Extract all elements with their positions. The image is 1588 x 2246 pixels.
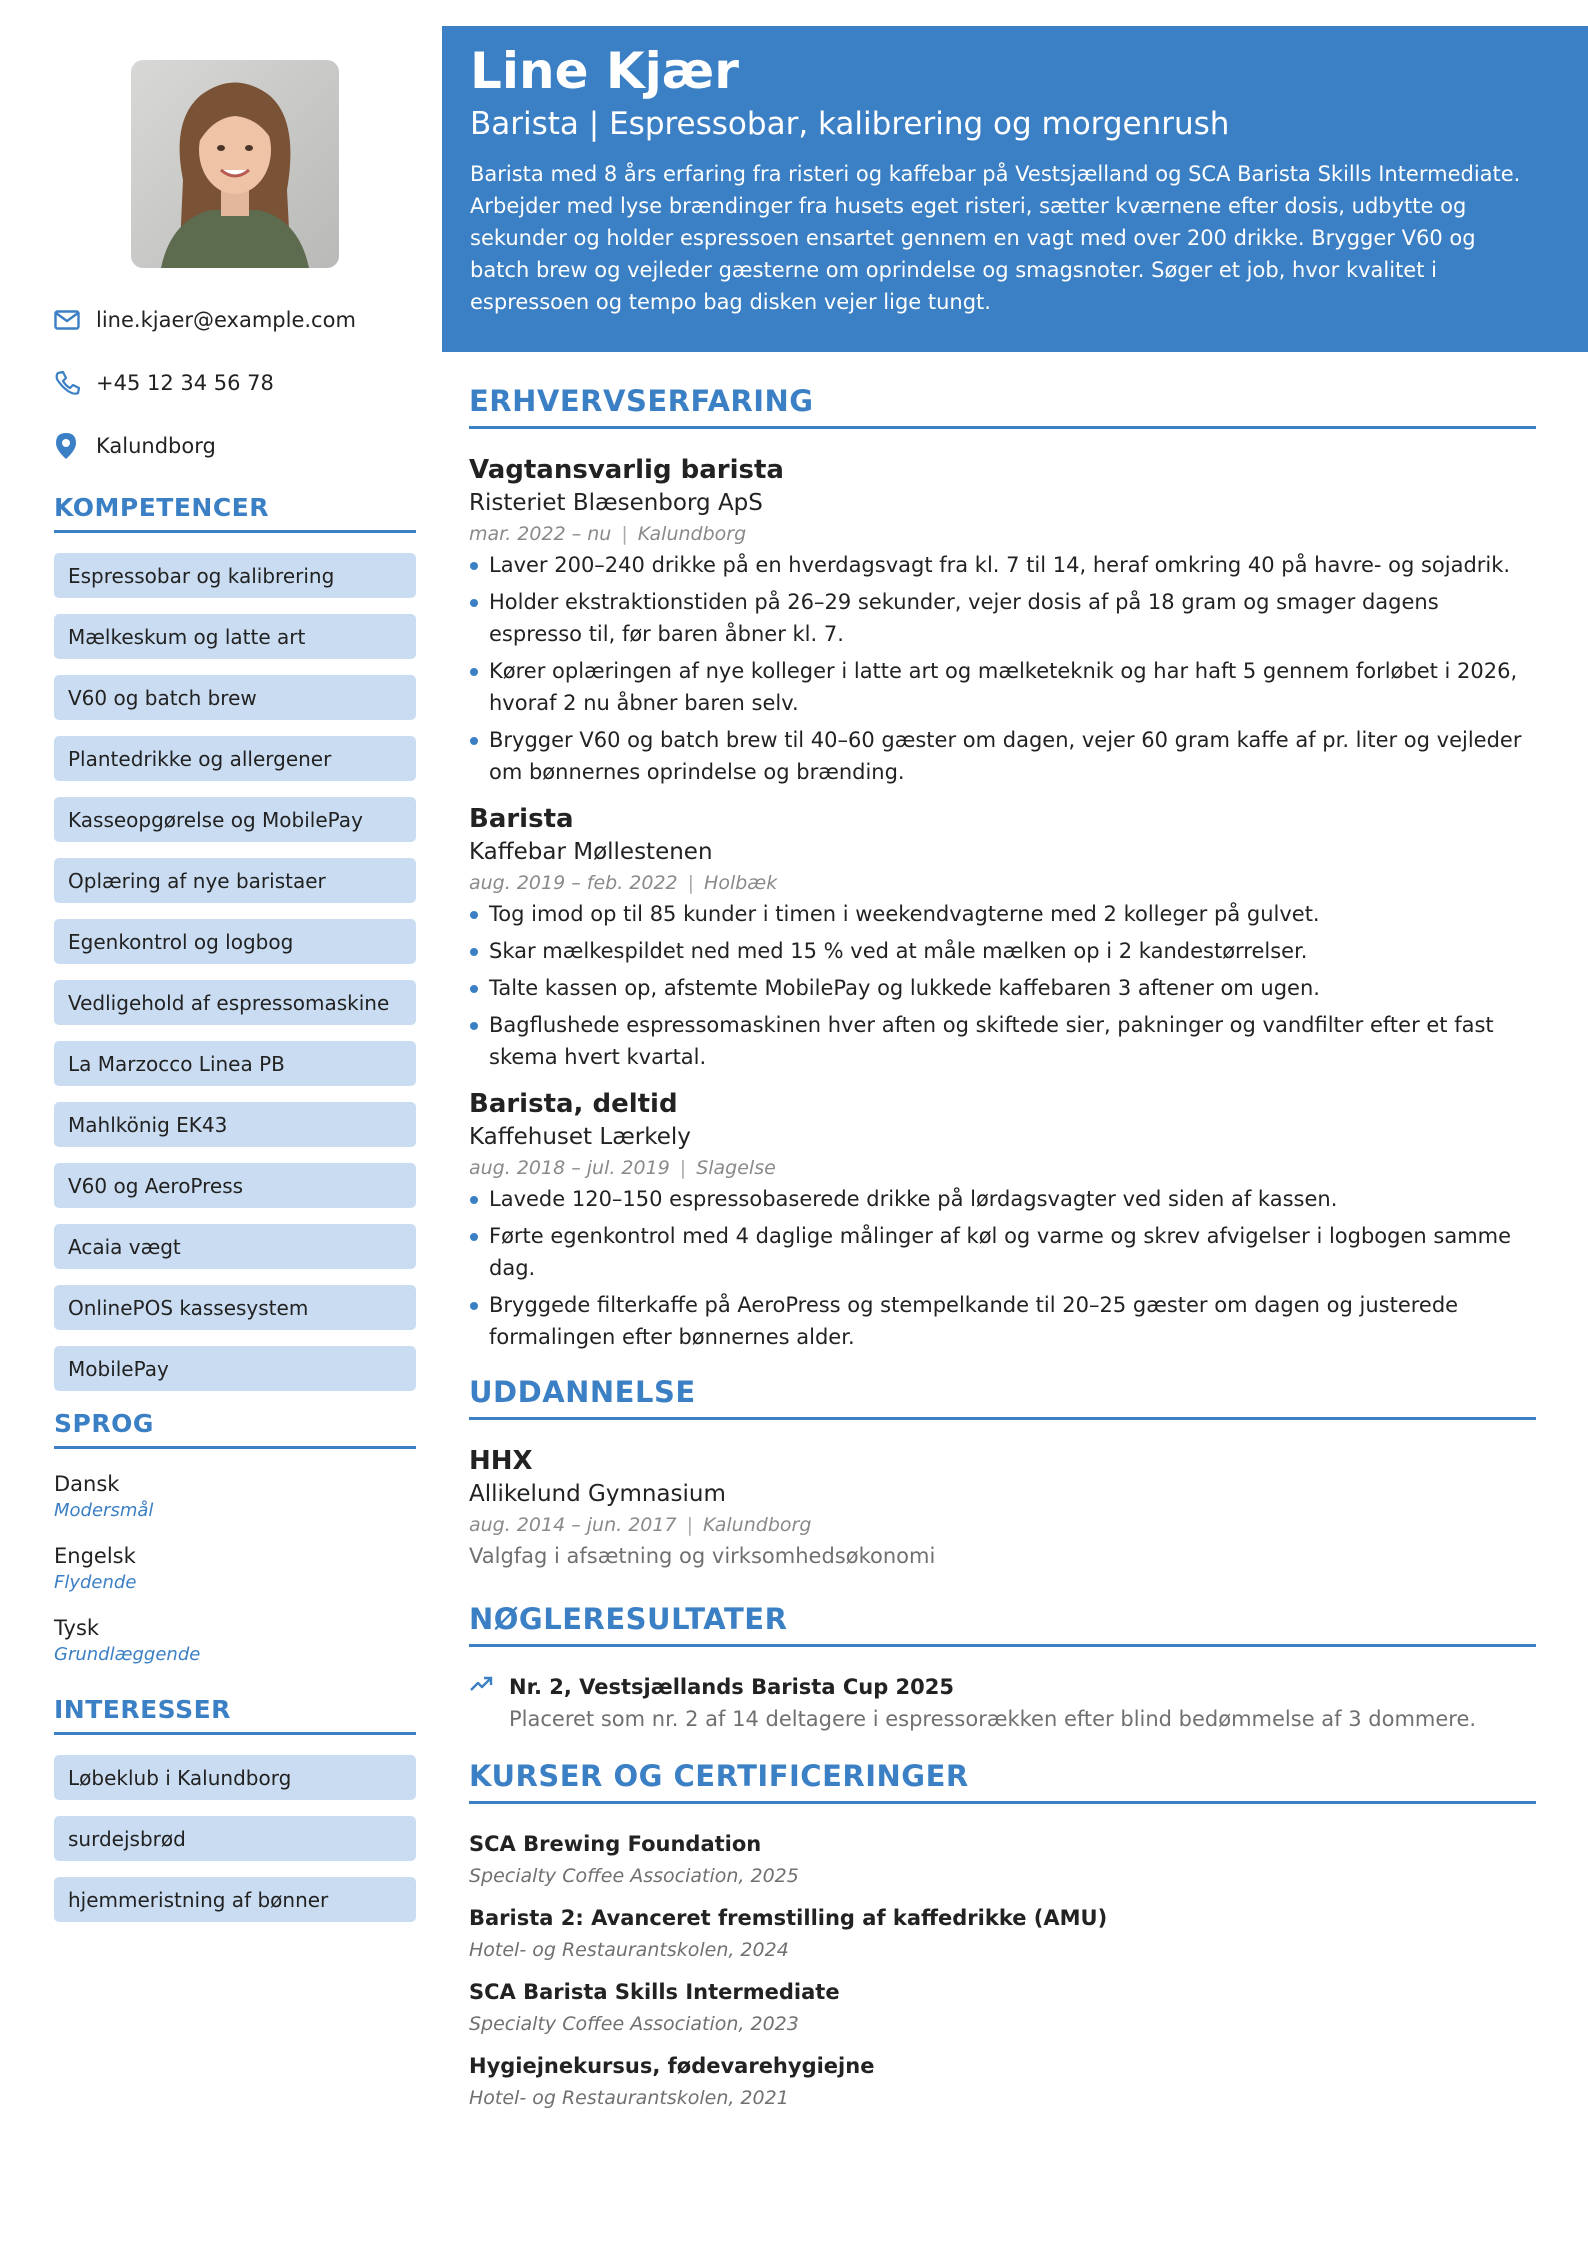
skills-list (54, 553, 416, 1391)
trending-up-icon (469, 1671, 509, 1735)
language-item (54, 1541, 416, 1595)
profile-photo (131, 60, 339, 268)
job-bullet: Lavede 120–150 espressobaserede drikke på lørdagsvagter ved siden af kassen. (469, 1183, 1536, 1215)
interests-section (54, 1695, 416, 1922)
education-school: Allikelund Gymnasium (469, 1481, 726, 1507)
job-title: Barista (469, 804, 574, 834)
job-location: Slagelse (696, 1157, 776, 1179)
meta-separator: | (686, 1514, 693, 1536)
result-item (469, 1671, 1536, 1735)
skill-chip: Oplæring af nye baristaer (54, 858, 416, 903)
result-title: Nr. 2, Vestsjællands Barista Cup 2025 (509, 1675, 954, 1699)
education-section (469, 1375, 1536, 1572)
courses-heading: KURSER OG CERTIFICERINGER (469, 1759, 1536, 1804)
job-bullet: Kører oplæringen af nye kolleger i latte art og mælketeknik og har haft 5 gennem forløbet i 2026, hvoraf 2 nu åbner baren selv. (469, 655, 1536, 719)
education-title: HHX (469, 1446, 533, 1476)
contact-location (54, 430, 416, 462)
interest-chip: surdejsbrød (54, 1816, 416, 1861)
job-dates: aug. 2019 – feb. 2022 (469, 872, 678, 894)
skill-chip: Mælkeskum og latte art (54, 614, 416, 659)
skill-chip: Plantedrikke og allergener (54, 736, 416, 781)
job-bullet: Holder ekstraktionstiden på 26–29 sekunder, vejer dosis af på 18 gram og smager dagens espresso til, før baren åbner kl. 7. (469, 586, 1536, 650)
language-level: Grundlæggende (54, 1644, 201, 1665)
job-bullets (469, 898, 1536, 1073)
skill-chip: MobilePay (54, 1346, 416, 1391)
course-item (469, 1828, 1536, 1892)
education-dates: aug. 2014 – jun. 2017 (469, 1514, 677, 1536)
job-bullets (469, 1183, 1536, 1353)
main-content (469, 384, 1536, 2124)
education-location: Kalundborg (702, 1514, 812, 1536)
job-meta (469, 519, 1536, 549)
language-name: Engelsk (54, 1544, 136, 1568)
skills-heading: KOMPETENCER (54, 493, 416, 533)
skill-chip: Egenkontrol og logbog (54, 919, 416, 964)
sidebar (54, 60, 416, 1938)
phone-icon (54, 368, 84, 398)
portrait-image (131, 60, 339, 268)
meta-separator: | (687, 872, 695, 894)
candidate-title: Barista | Espressobar, kalibrering og morgenrush (470, 106, 1230, 142)
location-pin-icon (54, 431, 84, 461)
skill-chip: Acaia vægt (54, 1224, 416, 1269)
course-org: Specialty Coffee Association, 2023 (469, 2013, 799, 2035)
experience-section (469, 384, 1536, 1353)
language-level: Flydende (54, 1572, 137, 1593)
job-bullet: Førte egenkontrol med 4 daglige målinger af køl og varme og skrev afvigelser i logbogen samme dag. (469, 1220, 1536, 1284)
phone-text: +45 12 34 56 78 (96, 371, 274, 395)
header-band (442, 26, 1588, 352)
skill-chip: Kasseopgørelse og MobilePay (54, 797, 416, 842)
job-bullet: Talte kassen op, afstemte MobilePay og lukkede kaffebaren 3 aftener om ugen. (469, 972, 1536, 1004)
job-bullet: Skar mælkespildet ned med 15 % ved at måle mælken op i 2 kandestørrelser. (469, 935, 1536, 967)
contact-email[interactable] (54, 304, 416, 336)
interest-chip: Løbeklub i Kalundborg (54, 1755, 416, 1800)
course-item (469, 2050, 1536, 2114)
job-company: Kaffehuset Lærkely (469, 1124, 691, 1150)
job-entry (469, 1087, 1536, 1353)
course-name: SCA Brewing Foundation (469, 1832, 762, 1856)
language-level: Modersmål (54, 1500, 154, 1521)
skill-chip: V60 og batch brew (54, 675, 416, 720)
education-meta (469, 1510, 1536, 1540)
course-item (469, 1976, 1536, 2040)
profile-summary: Barista med 8 års erfaring fra risteri og kaffebar på Vestsjælland og SCA Barista Skills Intermediate. Arbejder med lyse brændinger fra husets eget risteri, sætter kværnene efter dosis, udbytte og sekunder og holder espressoen ensartet gennem en vagt med over 200 drikke. Brygger V60 og batch brew og vejleder gæsterne om oprindelse og smagsnoter. Søger et job, hvor kvalitet i espressoen og tempo bag disken vejer lige tungt. (470, 162, 1521, 314)
course-name: Barista 2: Avanceret fremstilling af kaffedrikke (AMU) (469, 1906, 1108, 1930)
skill-chip: La Marzocco Linea PB (54, 1041, 416, 1086)
mail-icon (54, 305, 84, 335)
job-meta (469, 1153, 1536, 1183)
result-desc: Placeret som nr. 2 af 14 deltagere i espressorækken efter blind bedømmelse af 3 dommere. (509, 1707, 1477, 1731)
contact-phone[interactable] (54, 367, 416, 399)
courses-section (469, 1759, 1536, 2114)
job-entry (469, 802, 1536, 1073)
languages-section (54, 1409, 416, 1667)
job-dates: mar. 2022 – nu (469, 523, 612, 545)
course-name: Hygiejnekursus, fødevarehygiejne (469, 2054, 875, 2078)
skill-chip: V60 og AeroPress (54, 1163, 416, 1208)
language-item (54, 1613, 416, 1667)
job-company: Risteriet Blæsenborg ApS (469, 490, 763, 516)
result-body (509, 1671, 1476, 1735)
job-bullet: Brygger V60 og batch brew til 40–60 gæster om dagen, vejer 60 gram kaffe af pr. liter og vejleder om bønnernes oprindelse og brænding. (469, 724, 1536, 788)
education-note: Valgfag i afsætning og virksomhedsøkonomi (469, 1544, 936, 1568)
course-name: SCA Barista Skills Intermediate (469, 1980, 840, 2004)
interests-heading: INTERESSER (54, 1695, 416, 1735)
skills-section (54, 493, 416, 1391)
candidate-name: Line Kjær (470, 42, 739, 100)
location-text: Kalundborg (96, 434, 216, 458)
results-heading: NØGLERESULTATER (469, 1602, 1536, 1647)
languages-heading: SPROG (54, 1409, 416, 1449)
skill-chip: Mahlkönig EK43 (54, 1102, 416, 1147)
meta-separator: | (621, 523, 628, 545)
job-title: Barista, deltid (469, 1089, 678, 1119)
skill-chip: Vedligehold af espressomaskine (54, 980, 416, 1025)
language-item (54, 1469, 416, 1523)
job-title: Vagtansvarlig barista (469, 455, 784, 485)
skill-chip: Espressobar og kalibrering (54, 553, 416, 598)
course-org: Hotel- og Restaurantskolen, 2024 (469, 1939, 789, 1961)
email-text: line.kjaer@example.com (96, 308, 356, 332)
language-name: Tysk (54, 1616, 100, 1640)
job-entry (469, 453, 1536, 788)
job-bullet: Bagflushede espressomaskinen hver aften og skiftede sier, pakninger og vandfilter efter et fast skema hvert kvartal. (469, 1009, 1536, 1073)
job-company: Kaffebar Møllestenen (469, 839, 713, 865)
job-bullet: Laver 200–240 drikke på en hverdagsvagt fra kl. 7 til 14, heraf omkring 40 på havre- og sojadrik. (469, 549, 1536, 581)
job-bullets (469, 549, 1536, 788)
experience-heading: ERHVERVSERFARING (469, 384, 1536, 429)
job-bullet: Tog imod op til 85 kunder i timen i weekendvagterne med 2 kolleger på gulvet. (469, 898, 1536, 930)
contact-list (54, 304, 416, 462)
course-org: Hotel- og Restaurantskolen, 2021 (469, 2087, 789, 2109)
job-location: Kalundborg (637, 523, 747, 545)
meta-separator: | (679, 1157, 687, 1179)
education-heading: UDDANNELSE (469, 1375, 1536, 1420)
interest-chip: hjemmeristning af bønner (54, 1877, 416, 1922)
skill-chip: OnlinePOS kassesystem (54, 1285, 416, 1330)
course-item (469, 1902, 1536, 1966)
job-location: Holbæk (704, 872, 778, 894)
job-bullet: Bryggede filterkaffe på AeroPress og stempelkande til 20–25 gæster om dagen og justerede formalingen efter bønnernes alder. (469, 1289, 1536, 1353)
results-section (469, 1602, 1536, 1735)
language-name: Dansk (54, 1472, 120, 1496)
course-org: Specialty Coffee Association, 2025 (469, 1865, 799, 1887)
job-dates: aug. 2018 – jul. 2019 (469, 1157, 670, 1179)
job-meta (469, 868, 1536, 898)
